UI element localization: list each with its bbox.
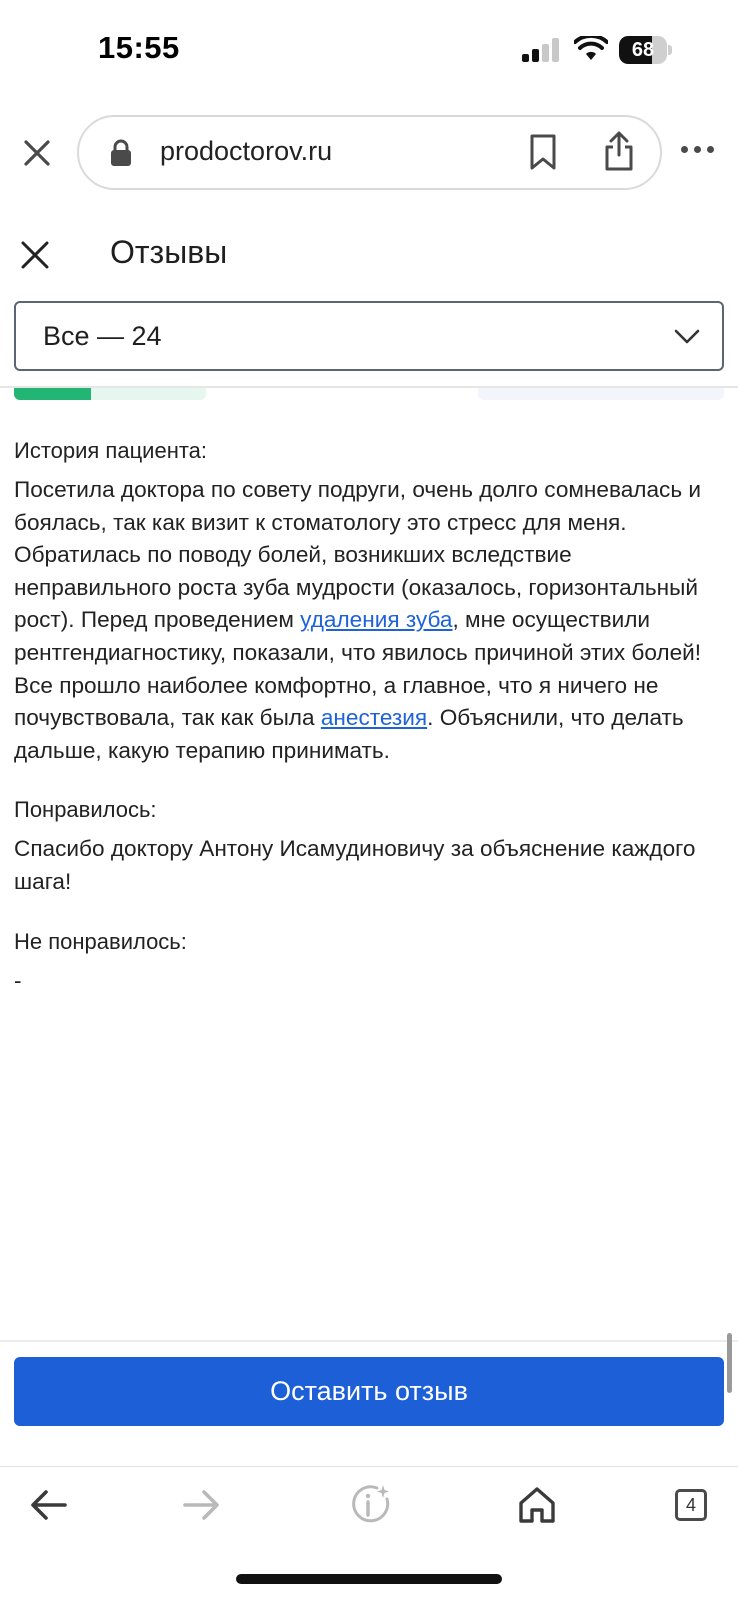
- close-reviews-icon[interactable]: [20, 240, 50, 270]
- history-text-part: Посетила доктора по совету подруги, очень долго сомневалась и боялась, так как визит к стоматологу это стресс для меня. Обратилась по поводу болей, возникших вследствие неправильного роста зуба мудрости (оказалось, горизонтальный рост). Перед проведением: [14, 477, 701, 633]
- status-bar: [0, 0, 738, 100]
- leave-review-button[interactable]: Оставить отзыв: [14, 1357, 724, 1426]
- forward-button[interactable]: [176, 1480, 226, 1530]
- history-text: [14, 474, 724, 767]
- bookmark-icon[interactable]: [529, 133, 557, 171]
- tooth-extraction-link[interactable]: удаления зуба: [300, 607, 453, 633]
- browser-bottom-nav: [0, 1480, 738, 1550]
- info-sparkle-icon: [348, 1483, 392, 1527]
- wifi-icon: [574, 36, 608, 62]
- review-history-section: [14, 434, 724, 767]
- reviews-header: [0, 226, 738, 286]
- tabs-icon: 4: [675, 1489, 707, 1521]
- tabs-button[interactable]: [666, 1480, 716, 1530]
- history-text-part: , мне осуществили рентгендиагностику, показали, что явилось причиной этих болей! Все прошло наиболее комфортно, а главное, что я ничего не почувствовала, так как была: [14, 607, 702, 731]
- rating-bar-fill: [14, 388, 91, 400]
- more-icon[interactable]: [681, 144, 717, 156]
- back-arrow-icon: [29, 1488, 69, 1522]
- rating-bar-secondary: [478, 388, 724, 400]
- history-heading: История пациента:: [14, 438, 208, 463]
- review-disliked-section: [14, 925, 724, 998]
- info-button[interactable]: [345, 1480, 395, 1530]
- home-indicator: [236, 1574, 502, 1584]
- close-icon[interactable]: [22, 138, 52, 168]
- scrollbar[interactable]: [727, 1333, 732, 1393]
- battery-icon: [619, 36, 671, 64]
- lock-icon: [111, 139, 131, 167]
- liked-heading: Понравилось:: [14, 797, 157, 823]
- home-icon: [517, 1485, 557, 1525]
- divider: [0, 1340, 738, 1342]
- forward-arrow-icon: [181, 1488, 221, 1522]
- anesthesia-link[interactable]: анестезия: [320, 705, 428, 731]
- filter-value: Все — 24: [43, 321, 162, 351]
- home-button[interactable]: [512, 1480, 562, 1530]
- address-bar[interactable]: [77, 115, 662, 190]
- page-title: Отзывы: [110, 234, 228, 270]
- disliked-text: -: [14, 967, 22, 993]
- battery-level: 68: [631, 39, 655, 61]
- history-text-part: . Объяснили, что делать дальше, какую терапию принимать.: [14, 705, 684, 763]
- review-liked-section: [14, 793, 724, 898]
- signal-icon: [522, 38, 562, 62]
- share-icon[interactable]: [603, 131, 635, 171]
- url-text: prodoctorov.ru: [160, 136, 333, 166]
- status-time: 15:55: [98, 30, 180, 65]
- liked-text: Спасибо доктору Антону Исамудиновичу за объяснение каждого шага!: [14, 836, 696, 894]
- divider: [0, 1466, 738, 1467]
- chevron-down-icon: [674, 329, 700, 345]
- review-content: [14, 434, 724, 1023]
- browser-toolbar: [0, 110, 738, 196]
- rating-bar: [14, 388, 206, 400]
- back-button[interactable]: [24, 1480, 74, 1530]
- reviews-filter-select[interactable]: [14, 301, 724, 371]
- disliked-heading: Не понравилось:: [14, 928, 187, 954]
